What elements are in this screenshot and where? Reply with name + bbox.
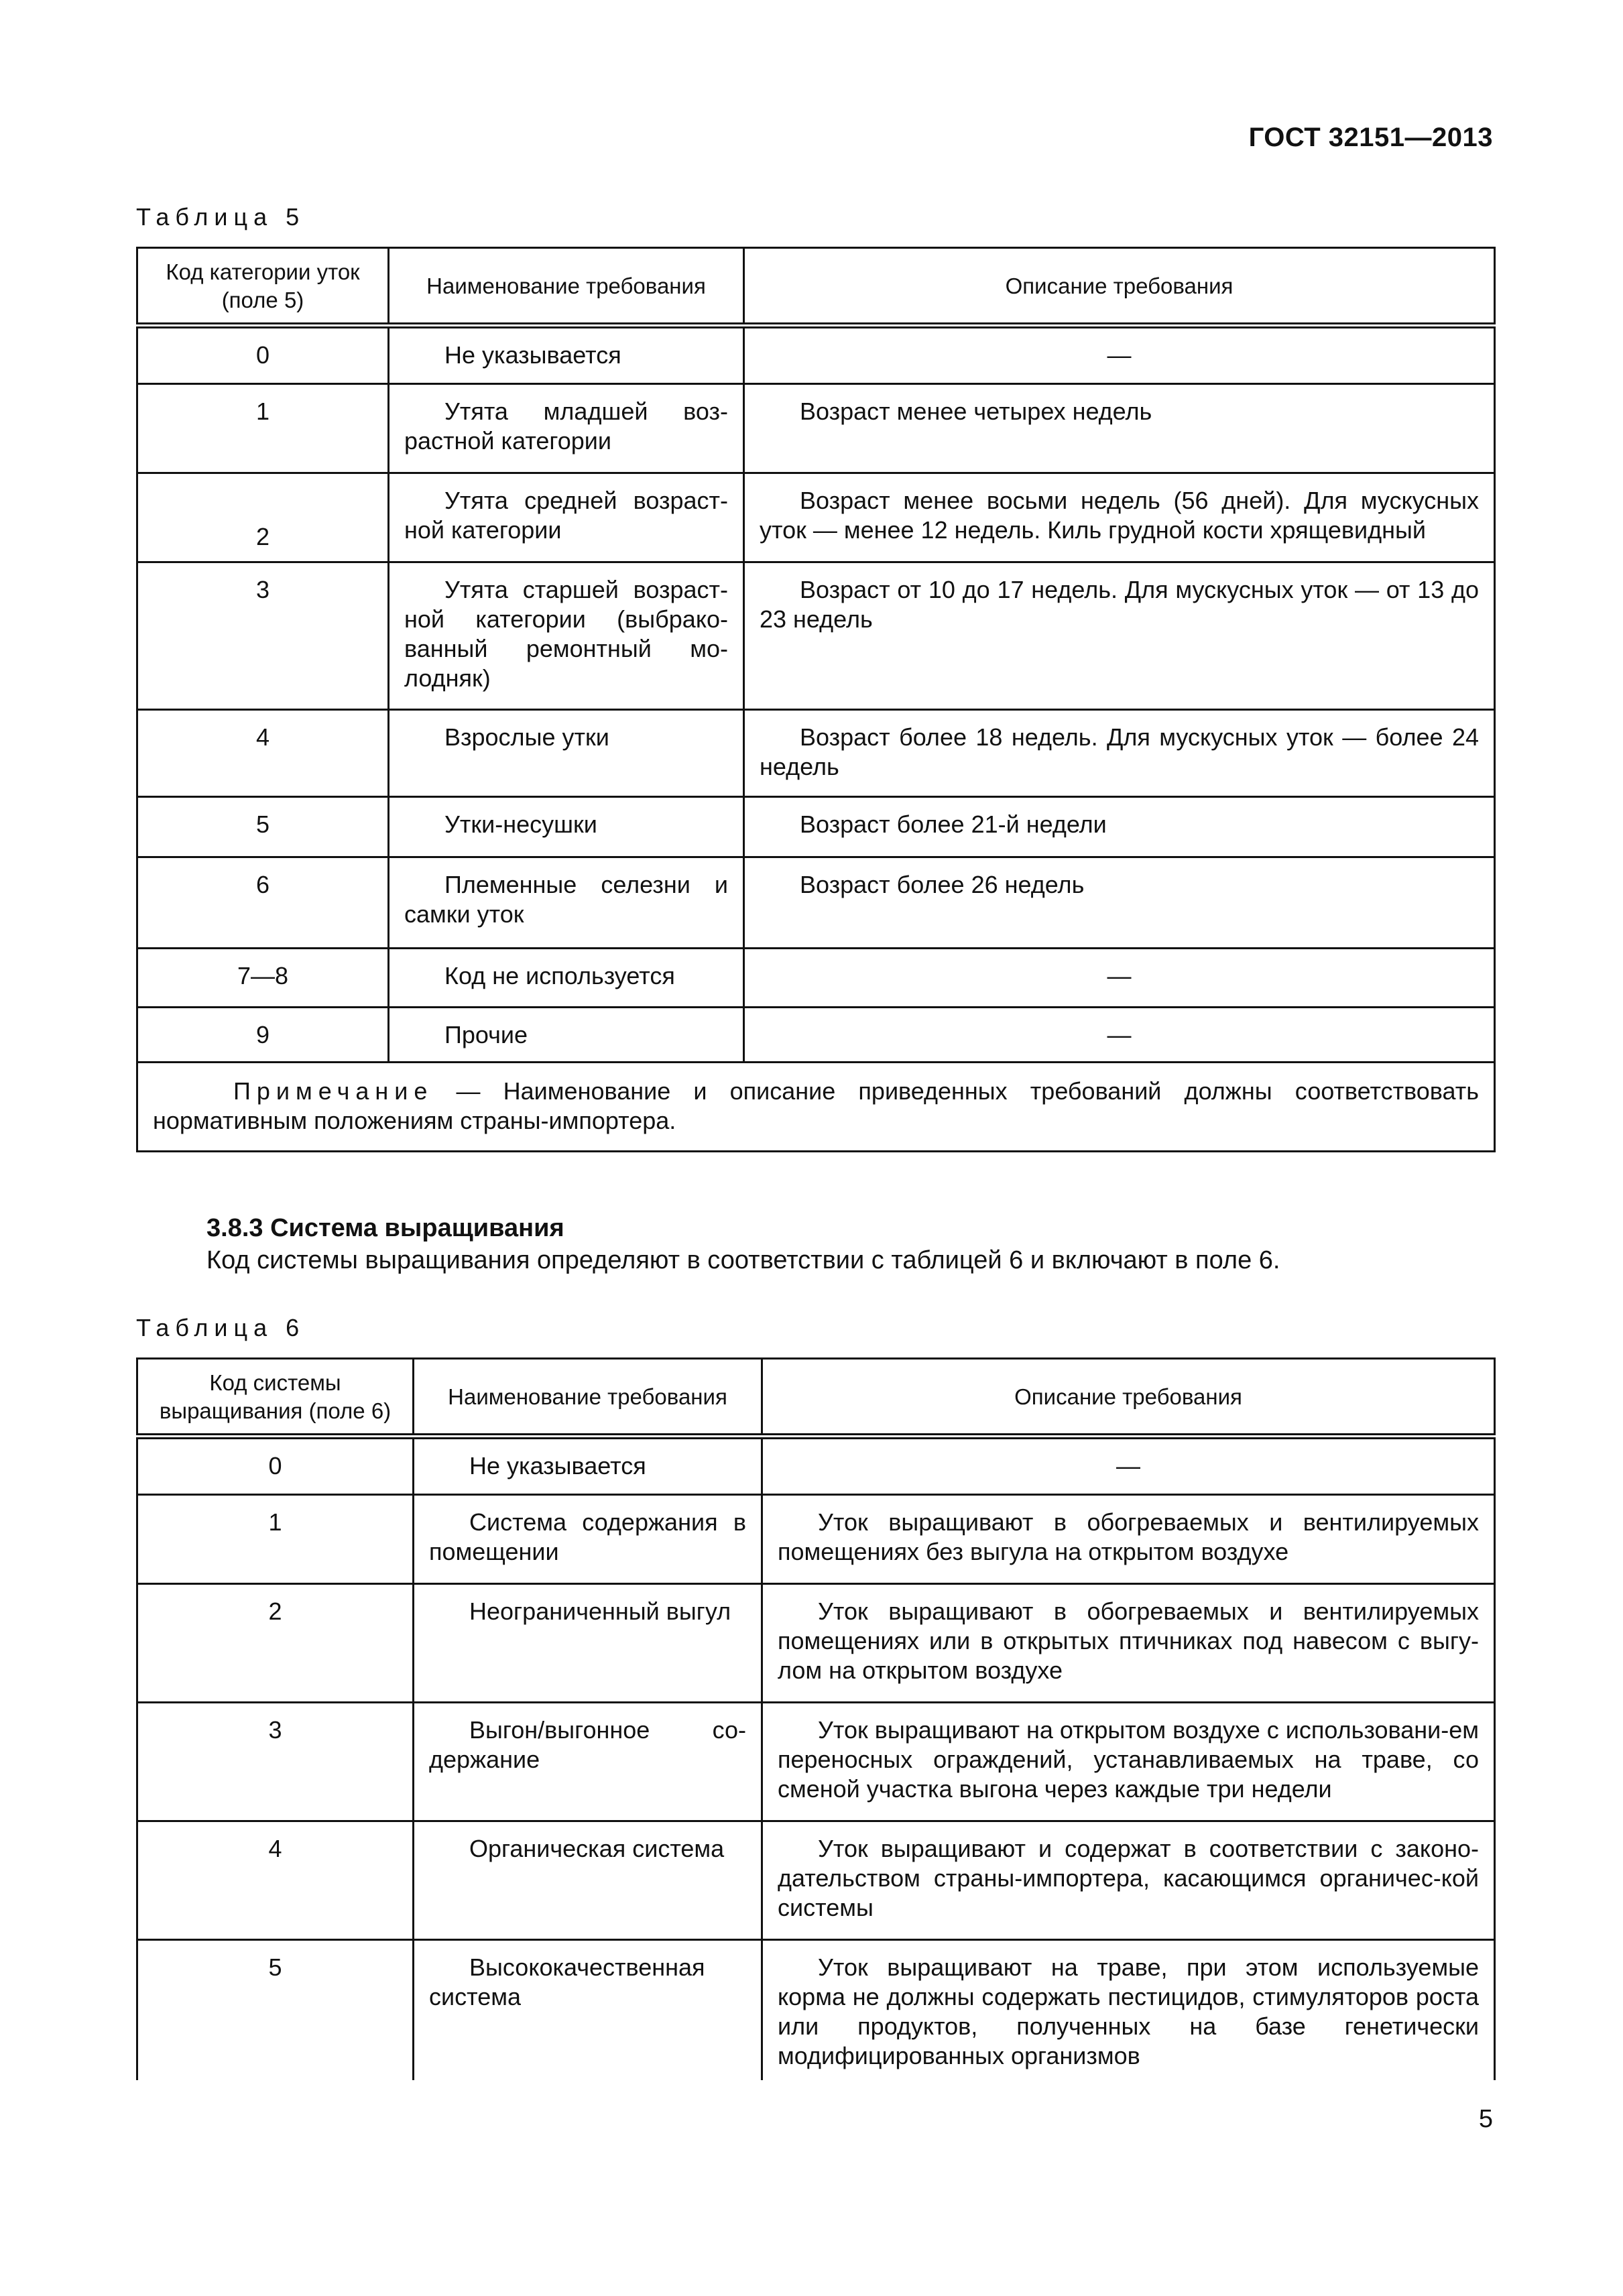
table-row — [137, 710, 1495, 797]
column-header-code: Код системы выращивания (поле 6) — [137, 1359, 414, 1437]
section-3-8-3 — [206, 1212, 1480, 1276]
description-cell: Уток выращивают в обогреваемых и вентилируемых помещениях без выгула на открытом воздухе — [762, 1495, 1495, 1584]
table-row — [137, 1821, 1495, 1940]
description-cell: Уток выращивают в обогреваемых и вентилируемых помещениях или в открытых птичниках под навесом с выгу-лом на открытом воздухе — [762, 1584, 1495, 1703]
name-cell: Взрослые утки — [389, 710, 744, 797]
name-cell: Органическая система — [414, 1821, 762, 1940]
name-cell: Утки-несушки — [389, 797, 744, 857]
name-cell: Утята средней возраст-ной категории — [389, 473, 744, 562]
name-cell: Прочие — [389, 1008, 744, 1063]
table5 — [136, 247, 1496, 1152]
name-cell: Выгон/выгонное со-держание — [414, 1703, 762, 1821]
table-row — [137, 326, 1495, 384]
name-cell: Неограниченный выгул — [414, 1584, 762, 1703]
table-row — [137, 384, 1495, 473]
note-label: Примечание — [233, 1077, 434, 1105]
table-row — [137, 1940, 1495, 2081]
code-cell: 4 — [137, 710, 389, 797]
column-header-description: Описание требования — [744, 248, 1495, 326]
description-cell: Возраст менее восьми недель (56 дней). Для мускусных уток — менее 12 недель. Киль грудной кости хрящевидный — [744, 473, 1495, 562]
name-cell: Система содержания в помещении — [414, 1495, 762, 1584]
column-header-code: Код категории уток (поле 5) — [137, 248, 389, 326]
column-header-name: Наименование требования — [389, 248, 744, 326]
table-row — [137, 857, 1495, 949]
code-cell: 6 — [137, 857, 389, 949]
description-cell: Возраст от 10 до 17 недель. Для мускусных уток — от 13 до 23 недель — [744, 562, 1495, 710]
table6-caption: Таблица 6 — [136, 1314, 306, 1341]
code-cell: 2 — [137, 473, 389, 562]
description-cell: Уток выращивают на траве, при этом используемые корма не должны содержать пестицидов, стимуляторов роста или продуктов, полученных на базе генетически модифицированных организмов — [762, 1940, 1495, 2081]
description-cell: — — [744, 1008, 1495, 1063]
name-cell: Племенные селезни и самки уток — [389, 857, 744, 949]
description-cell: Уток выращивают и содержат в соответствии с законо-дательством страны-импортера, касающимся органичес-кой системы — [762, 1821, 1495, 1940]
description-cell: Возраст менее четырех недель — [744, 384, 1495, 473]
table-row — [137, 473, 1495, 562]
code-cell: 3 — [137, 562, 389, 710]
section-text: Код системы выращивания определяют в соответствии с таблицей 6 и включают в поле 6. — [206, 1246, 1280, 1274]
name-cell: Код не используется — [389, 949, 744, 1008]
column-header-description: Описание требования — [762, 1359, 1495, 1437]
name-cell: Утята старшей возраст-ной категории (выбрако-ванный ремонтный мо-лодняк) — [389, 562, 744, 710]
page-number: 5 — [1478, 2105, 1493, 2133]
section-title: 3.8.3 Система выращивания — [206, 1214, 564, 1242]
table-row — [137, 1437, 1495, 1495]
description-cell: Возраст более 21-й недели — [744, 797, 1495, 857]
code-cell: 3 — [137, 1703, 414, 1821]
code-cell: 4 — [137, 1821, 414, 1940]
table-row — [137, 1703, 1495, 1821]
code-cell: 5 — [137, 1940, 414, 2081]
code-cell: 7—8 — [137, 949, 389, 1008]
table-row — [137, 1495, 1495, 1584]
description-cell: Возраст более 26 недель — [744, 857, 1495, 949]
table-row — [137, 1008, 1495, 1063]
table-header-row — [137, 1359, 1495, 1437]
table-row — [137, 1584, 1495, 1703]
code-cell: 5 — [137, 797, 389, 857]
name-cell: Не указывается — [414, 1437, 762, 1495]
description-cell: — — [744, 949, 1495, 1008]
code-cell: 1 — [137, 1495, 414, 1584]
name-cell: Не указывается — [389, 326, 744, 384]
table5-caption: Таблица 5 — [136, 203, 306, 231]
table6 — [136, 1357, 1496, 2080]
table-row — [137, 562, 1495, 710]
standard-header: ГОСТ 32151—2013 — [1248, 123, 1493, 152]
code-cell: 0 — [137, 1437, 414, 1495]
description-cell: Возраст более 18 недель. Для мускусных уток — более 24 недель — [744, 710, 1495, 797]
code-cell: 0 — [137, 326, 389, 384]
description-cell: — — [762, 1437, 1495, 1495]
table-header-row — [137, 248, 1495, 326]
column-header-name: Наименование требования — [414, 1359, 762, 1437]
description-cell: Уток выращивают на открытом воздухе с использовани-ем переносных ограждений, устанавливаемых на траве, со сменой участка выгона через каждые три недели — [762, 1703, 1495, 1821]
table-note — [137, 1063, 1495, 1152]
code-cell: 1 — [137, 384, 389, 473]
name-cell: Высококачественная система — [414, 1940, 762, 2081]
table-row — [137, 797, 1495, 857]
description-cell: — — [744, 326, 1495, 384]
table-note-row — [137, 1063, 1495, 1152]
table-row — [137, 949, 1495, 1008]
note-text: — Наименование и описание приведенных требований должны соответствовать нормативным положениям страны-импортера. — [153, 1077, 1479, 1134]
code-cell: 2 — [137, 1584, 414, 1703]
name-cell: Утята младшей воз-растной категории — [389, 384, 744, 473]
code-cell: 9 — [137, 1008, 389, 1063]
